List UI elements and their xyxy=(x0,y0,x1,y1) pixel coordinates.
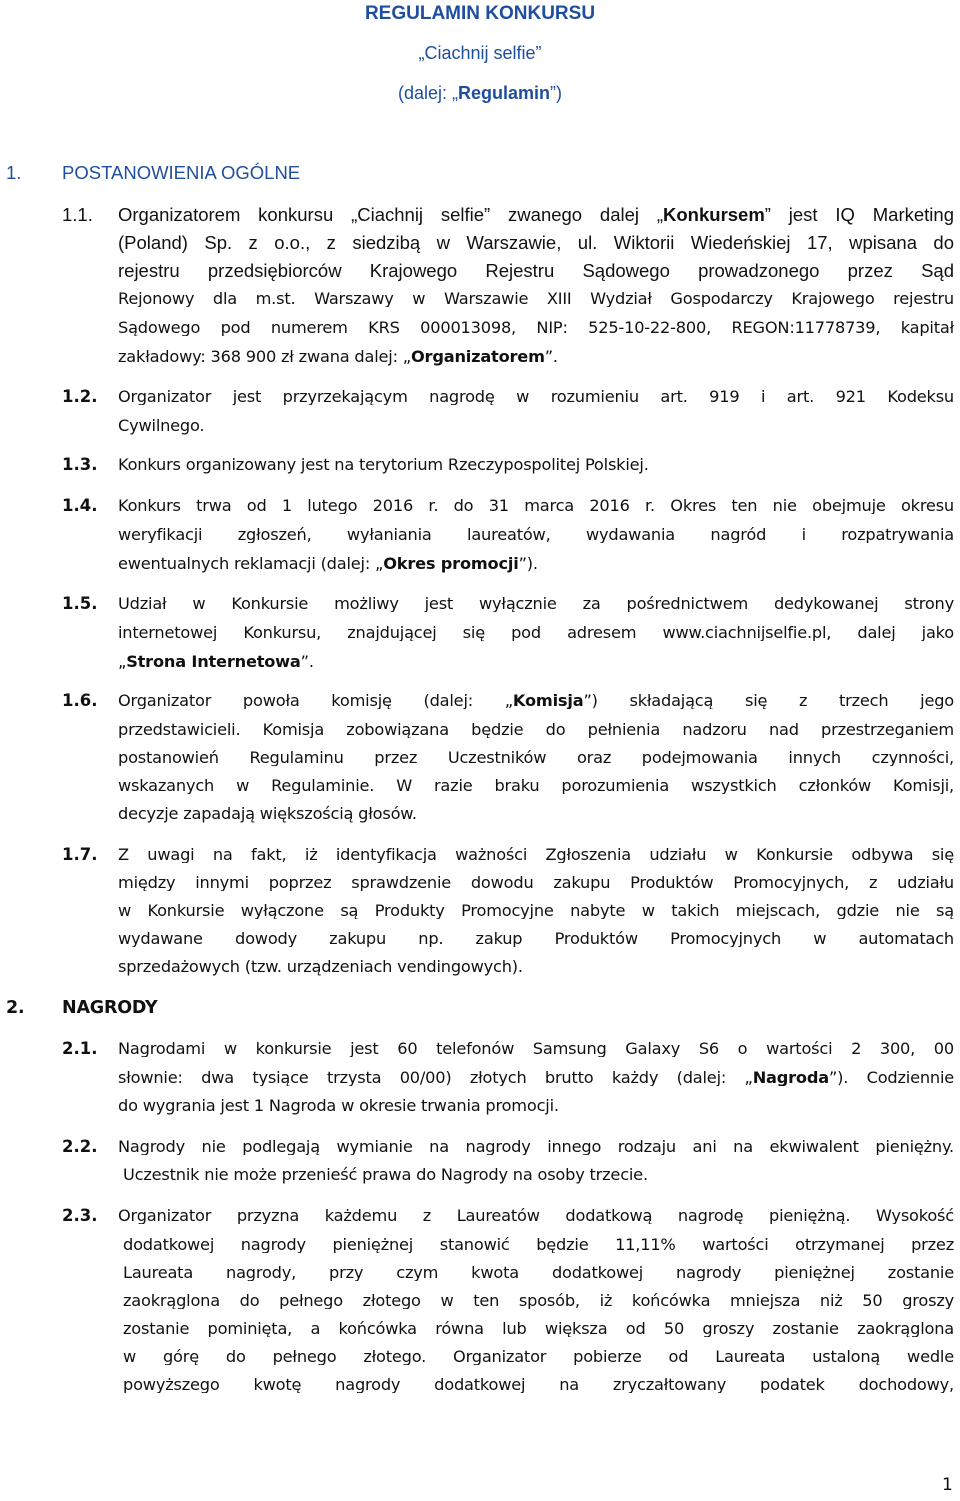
paragraph-line: rejestru przedsiębiorców Krajowego Rejestru Sądowego prowadzonego przez Sąd xyxy=(118,262,954,281)
paragraph-number: 1.7. xyxy=(62,845,98,864)
section-2-title: NAGRODY xyxy=(62,998,158,1018)
paragraph-line: Udział w Konkursie możliwy jest wyłącznie za pośrednictwem dedykowanej strony xyxy=(118,596,954,613)
paragraph-line: do wygrania jest 1 Nagroda w okresie trwania promocji. xyxy=(118,1096,559,1115)
paragraph-line: Uczestnik nie może przenieść prawa do Nagrody na osoby trzecie. xyxy=(123,1165,648,1184)
paragraph-number: 1.4. xyxy=(62,496,98,515)
paragraph-line: internetowej Konkursu, znajdującej się pod adresem www.ciachnijselfie.pl, dalej jako xyxy=(118,625,954,642)
paragraph-line: Laureata nagrody, przy czym kwota dodatkowej nagrody pieniężnej zostanie xyxy=(123,1265,954,1282)
paragraph-number: 2.3. xyxy=(62,1206,98,1225)
section-2-number: 2. xyxy=(6,998,25,1018)
paragraph-line: Organizator przyzna każdemu z Laureatów dodatkową nagrodę pieniężną. Wysokość xyxy=(118,1208,954,1225)
section-1-title: POSTANOWIENIA OGÓLNE xyxy=(62,162,301,183)
paragraph-line: zaokrąglona do pełnego złotego w ten sposób, iż końcówka mniejsza niż 50 groszy xyxy=(123,1293,954,1310)
paragraph-line: powyższego kwotę nagrody dodatkowej na zryczałtowany podatek dochodowy, xyxy=(123,1377,954,1394)
paragraph-line: Konkurs organizowany jest na terytorium Rzeczypospolitej Polskiej. xyxy=(118,455,649,474)
paragraph-line: w górę do pełnego złotego. Organizator pobierze od Laureata ustaloną wedle xyxy=(123,1349,954,1366)
paragraph-line: przedstawicieli. Komisja zobowiązana będzie do pełnienia nadzoru nad przestrzeganiem xyxy=(118,722,954,739)
paragraph-number: 2.2. xyxy=(62,1137,98,1156)
document-title: REGULAMIN KONKURSU xyxy=(364,3,596,24)
paragraph-line: (Poland) Sp. z o.o., z siedzibą w Warszawie, ul. Wiktorii Wiedeńskiej 17, wpisana do xyxy=(118,234,954,253)
paragraph-line: Konkurs trwa od 1 lutego 2016 r. do 31 marca 2016 r. Okres ten nie obejmuje okresu xyxy=(118,498,954,515)
paragraph-line: sprzedażowych (tzw. urządzeniach vendingowych). xyxy=(118,957,523,976)
paragraph-number: 1.1. xyxy=(62,204,93,225)
paragraph-line: postanowień Regulaminu przez Uczestników oraz podejmowania innych czynności, xyxy=(118,750,954,767)
paragraph-line: między innymi poprzez sprawdzenie dowodu zakupu Produktów Promocyjnych, z udziału xyxy=(118,875,954,892)
paragraph-number: 1.3. xyxy=(62,455,98,474)
paragraph-line: weryfikacji zgłoszeń, wyłaniania laureatów, wydawania nagród i rozpatrywania xyxy=(118,527,954,544)
paragraph-line: ewentualnych reklamacji (dalej: „Okres promocji”). xyxy=(118,554,538,573)
paragraph-line: Nagrody nie podlegają wymianie na nagrody innego rodzaju ani na ekwiwalent pieniężny. xyxy=(118,1139,954,1156)
paragraph-line: dodatkowej nagrody pieniężnej stanowić będzie 11,11% wartości otrzymanej przez xyxy=(123,1237,954,1254)
paragraph-line: Organizatorem konkursu „Ciachnij selfie” zwanego dalej „Konkursem” jest IQ Marketing xyxy=(118,206,954,225)
contest-name: „Ciachnij selfie” xyxy=(418,43,542,63)
paragraph-number: 1.5. xyxy=(62,594,98,613)
paragraph-line: decyzje zapadają większością głosów. xyxy=(118,804,417,823)
paragraph-line: wskazanych w Regulaminie. W razie braku porozumienia wszystkich członków Komisji, xyxy=(118,778,954,795)
paragraph-line: słownie: dwa tysiące trzysta 00/00) złotych brutto każdy (dalej: „Nagroda”). Codziennie xyxy=(118,1070,954,1087)
paragraph-line: zostanie pominięta, a końcówka równa lub większa od 50 groszy zostanie zaokrąglona xyxy=(123,1321,954,1338)
paragraph-line: Organizator powoła komisję (dalej: „Komisja”) składającą się z trzech jego xyxy=(118,693,954,710)
document-alias: (dalej: „Regulamin”) xyxy=(397,83,563,103)
paragraph-number: 1.2. xyxy=(62,387,98,406)
paragraph-line: Cywilnego. xyxy=(118,416,205,435)
paragraph-line: Nagrodami w konkursie jest 60 telefonów Samsung Galaxy S6 o wartości 2 300, 00 xyxy=(118,1041,954,1058)
paragraph-line: zakładowy: 368 900 zł zwana dalej: „Organizatorem”. xyxy=(118,347,558,366)
paragraph-line: w Konkursie wyłączone są Produkty Promocyjne nabyte w takich miejscach, gdzie nie są xyxy=(118,903,954,920)
page-number: 1 xyxy=(942,1475,953,1495)
paragraph-number: 1.6. xyxy=(62,691,98,710)
paragraph-line: Rejonowy dla m.st. Warszawy w Warszawie XIII Wydział Gospodarczy Krajowego rejestru xyxy=(118,291,954,308)
section-1-number: 1. xyxy=(6,162,22,183)
paragraph-line: Z uwagi na fakt, iż identyfikacja ważności Zgłoszenia udziału w Konkursie odbywa się xyxy=(118,847,954,864)
paragraph-line: Organizator jest przyrzekającym nagrodę w rozumieniu art. 919 i art. 921 Kodeksu xyxy=(118,389,954,406)
paragraph-line: „Strona Internetowa”. xyxy=(118,652,314,671)
paragraph-number: 2.1. xyxy=(62,1039,98,1058)
paragraph-line: Sądowego pod numerem KRS 000013098, NIP: 525-10-22-800, REGON:11778739, kapitał xyxy=(118,320,954,337)
paragraph-line: wydawane dowody zakupu np. zakup Produktów Promocyjnych w automatach xyxy=(118,931,954,948)
